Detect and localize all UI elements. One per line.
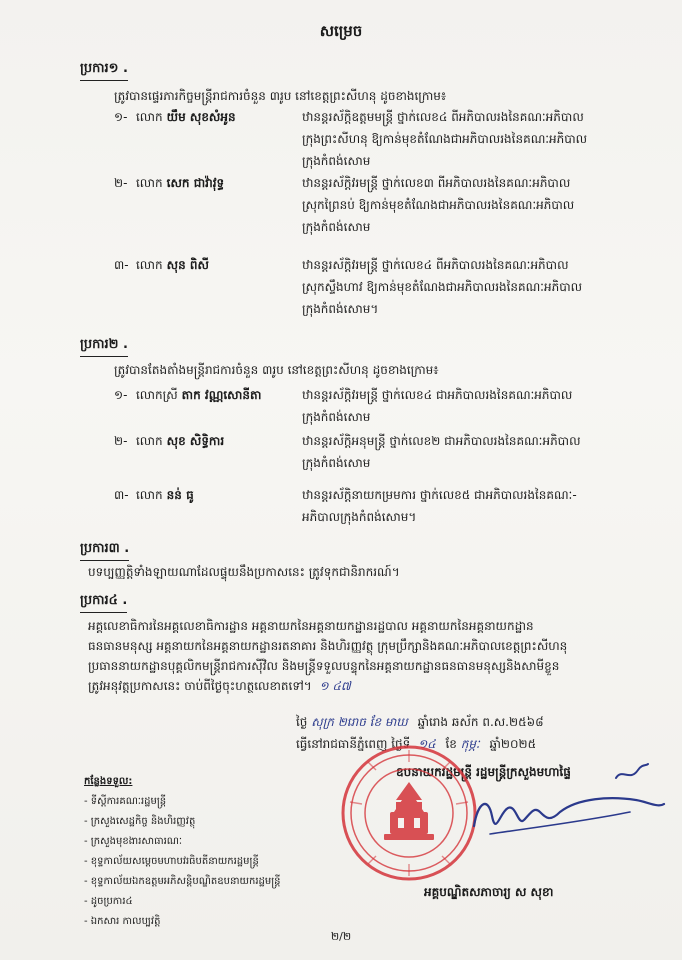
list-item-number: ២-: [114, 434, 128, 448]
article-4-line: ធនធានមនុស្ស អគ្គនាយកនៃអគ្គនាយកដ្ឋានរតនាគារ និងហិរញ្ញវត្ថុ ក្រុមប្រឹក្សានិងគណៈអភិបាលខេត្តព្រះសីហនុ: [88, 639, 568, 653]
article-3-text: បទប្បញ្ញត្តិទាំងឡាយណាដែលផ្ទុយនឹងប្រកាសនេះ ត្រូវទុកជានិរាករណ៍។: [88, 565, 400, 579]
article-4-last-line: ត្រូវអនុវត្តប្រកាសនេះ ចាប់ពីថ្ងៃចុះហត្ថលេខាតទៅ។: [88, 679, 312, 693]
article-3-heading-text: ប្រការ៣ .: [80, 540, 129, 561]
description-line: ឋានន្តរស័ក្តិវរមន្ត្រី ថ្នាក់លេខ៤ ជាអភិបាលរងនៃគណៈអភិបាល: [302, 388, 573, 402]
article-4-line: ប្រធាននាយកដ្ឋានបុគ្គលិកមន្ត្រីរាជការស៊ីវិល និងមន្ត្រីទទួលបន្ទុកនៃអគ្គនាយកដ្ឋានធនធានមនុស្សនិងសាមីខ្លួន: [88, 659, 560, 673]
lunar-date-suffix: ឆ្នាំរោង ឆស័ក ព.ស.២៥៦៨: [417, 715, 544, 729]
solar-date-month-label: ខែ: [445, 737, 457, 751]
lunar-date: [296, 712, 676, 732]
signatory-role: ឧបនាយករដ្ឋមន្ត្រី រដ្ឋមន្ត្រីក្រសួងមហាផ្ទៃ: [396, 765, 571, 779]
list-item-person: [136, 254, 209, 276]
lunar-date-prefix: ថ្ងៃ: [296, 715, 308, 729]
article-2-heading: [80, 336, 128, 357]
list-item-number: ២-: [114, 176, 128, 190]
recipient-item: - ឯកសារ កាលប្បវត្តិ: [84, 916, 161, 927]
lunar-date-handwritten: សុក្រ ២រោច ខែ មាឃ: [311, 715, 408, 729]
recipients-block: [84, 774, 334, 930]
solar-date-day: ១៤: [418, 737, 436, 751]
honorific: លោក: [136, 176, 163, 190]
article-3-heading: [80, 540, 129, 561]
page-number: ២/២: [330, 930, 352, 943]
article-1-list-continued: [0, 254, 682, 320]
article-2-heading-text: ប្រការ២ .: [80, 336, 128, 357]
person-name: តាក វណ្ណសោនីតា: [181, 388, 262, 402]
description-line: ក្រុងកំពង់សោម: [302, 410, 371, 424]
solar-date-month: កុម្ភៈ: [460, 737, 480, 751]
list-item-description: [302, 172, 662, 238]
list-item-description: [302, 484, 662, 528]
description-line: ក្រុងកំពង់សោម: [302, 154, 371, 168]
list-item-person: [136, 384, 261, 406]
honorific: លោកស្រី: [136, 388, 178, 402]
honorific: លោក: [136, 488, 163, 502]
person-name: យឹម សុខសំអូន: [166, 110, 236, 124]
list-item-description: [302, 106, 662, 172]
article-2-intro: ត្រូវបានតែងតាំងមន្ត្រីរាជការចំនួន ៣រូប នៅខេត្តព្រះសីហនុ ដូចខាងក្រោម៖: [114, 363, 439, 377]
honorific: លោក: [136, 258, 163, 272]
person-name: សេក ជាវ៉ាវុទ្ធ: [166, 176, 225, 190]
document-title: សម្រេច: [319, 22, 363, 40]
description-line: ឋានន្តរស័ក្តិវរមន្ត្រី ថ្នាក់លេខ៤ ពីអភិបាលរងនៃគណៈអភិបាល: [302, 258, 569, 272]
recipient-item: - ខុទ្ទកាល័យឯកឧត្តមអភិសន្តិបណ្ឌិតឧបនាយករដ្ឋមន្ត្រី: [84, 876, 281, 887]
description-line: ស្រុកព្រៃនប់ ឱ្យកាន់មុខតំណែងជាអភិបាលរងនៃគណៈអភិបាល: [302, 198, 575, 212]
description-line: ឋានន្តរស័ក្តិអនុមន្ត្រី ថ្នាក់លេខ២ ជាអភិបាលរងនៃគណៈអភិបាល: [302, 434, 581, 448]
description-line: ស្រុកស្ទឹងហាវ ឱ្យកាន់មុខតំណែងជាអភិបាលរងនៃគណៈអភិបាល: [302, 280, 583, 294]
list-item-person: [136, 172, 224, 194]
recipient-item: - ដូចប្រការ៤: [84, 896, 133, 907]
solar-date-year: ឆ្នាំ២០២៥: [489, 737, 537, 751]
list-item-person: [136, 106, 236, 128]
honorific: លោក: [136, 110, 163, 124]
list-item-description: [302, 254, 662, 320]
solar-date-prefix: ធ្វើនៅរាជធានីភ្នំពេញ ថ្ងៃទី: [296, 737, 411, 751]
description-line: អភិបាលក្រុងកំពង់សោម។: [302, 510, 417, 524]
description-line: ក្រុងកំពង់សោម: [302, 220, 371, 234]
recipient-item: - ក្រសួងមុខងារសាធារណៈ: [84, 836, 183, 847]
recipients-heading: កន្លែងទទួល:: [84, 776, 133, 787]
handwritten-tick-icon: [612, 760, 652, 786]
person-name: សុខ សិទ្ធិការ: [166, 434, 225, 448]
official-seal-icon: [338, 742, 480, 884]
description-line: ឋានន្តរស័ក្តិនាយកម្រមការ ថ្នាក់លេខ៥ ជាអភិបាលរងនៃគណៈ-: [302, 488, 577, 502]
list-item-description: [302, 430, 662, 474]
list-item-number: ៣-: [114, 258, 129, 272]
article-1-heading-text: ប្រការ១ .: [80, 60, 128, 81]
person-name: សុន ពិសី: [166, 258, 209, 272]
list-item-number: ១-: [114, 110, 128, 124]
article-2-list: [0, 384, 682, 534]
description-line: ក្រុងកំពង់សោម។: [302, 302, 379, 316]
list-item-description: [302, 384, 662, 428]
article-1-intro: ត្រូវបានផ្ទេរភារកិច្ចមន្ត្រីរាជការចំនួន ៣រូប នៅខេត្តព្រះសីហនុ ដូចខាងក្រោម៖: [114, 89, 447, 103]
article-1-heading: [80, 60, 128, 81]
description-line: ក្រុងព្រះសីហនុ ឱ្យកាន់មុខតំណែងជាអភិបាលរងនៃគណៈអភិបាល: [302, 132, 588, 146]
list-item-person: [136, 430, 224, 452]
recipient-item: - ទីស្តីការគណៈរដ្ឋមន្ត្រី: [84, 796, 167, 807]
article-4-heading: [80, 592, 127, 613]
list-item-number: ៣-: [114, 488, 129, 502]
description-line: ឋានន្តរស័ក្តិឧត្តមមន្ត្រី ថ្នាក់លេខ៤ ពីអភិបាលរងនៃគណៈអភិបាល: [302, 110, 584, 124]
article-4-body: [88, 616, 650, 696]
honorific: លោក: [136, 434, 163, 448]
list-item-number: ១-: [114, 388, 128, 402]
recipient-item: - ខុទ្ទកាល័យសម្តេចមហាបវរធិបតីនាយករដ្ឋមន្ត្រី: [84, 856, 259, 867]
handwritten-signature-icon: [460, 782, 670, 852]
description-line: ឋានន្តរស័ក្តិវរមន្ត្រី ថ្នាក់លេខ៣ ពីអភិបាលរងនៃគណៈអភិបាល: [302, 176, 571, 190]
article-4-heading-text: ប្រការ៤ .: [80, 592, 127, 613]
list-item-person: [136, 484, 194, 506]
article-4-line: អគ្គលេខាធិការនៃអគ្គលេខាធិការដ្ឋាន អគ្គនាយកនៃអគ្គនាយកដ្ឋានរដ្ឋបាល អគ្គនាយកនៃអគ្គនាយកដ្ឋាន: [88, 619, 534, 633]
signatory-name: អគ្គបណ្ឌិតសភាចារ្យ ស សុខា: [424, 885, 554, 899]
article-4-line: [88, 676, 650, 696]
description-line: ក្រុងកំពង់សោម: [302, 456, 371, 470]
handwritten-mark: ១ ៤៧: [319, 679, 351, 693]
person-name: នន់ ធូ: [166, 488, 194, 502]
recipient-item: - ក្រសួងសេដ្ឋកិច្ច និងហិរញ្ញវត្ថុ: [84, 816, 196, 827]
